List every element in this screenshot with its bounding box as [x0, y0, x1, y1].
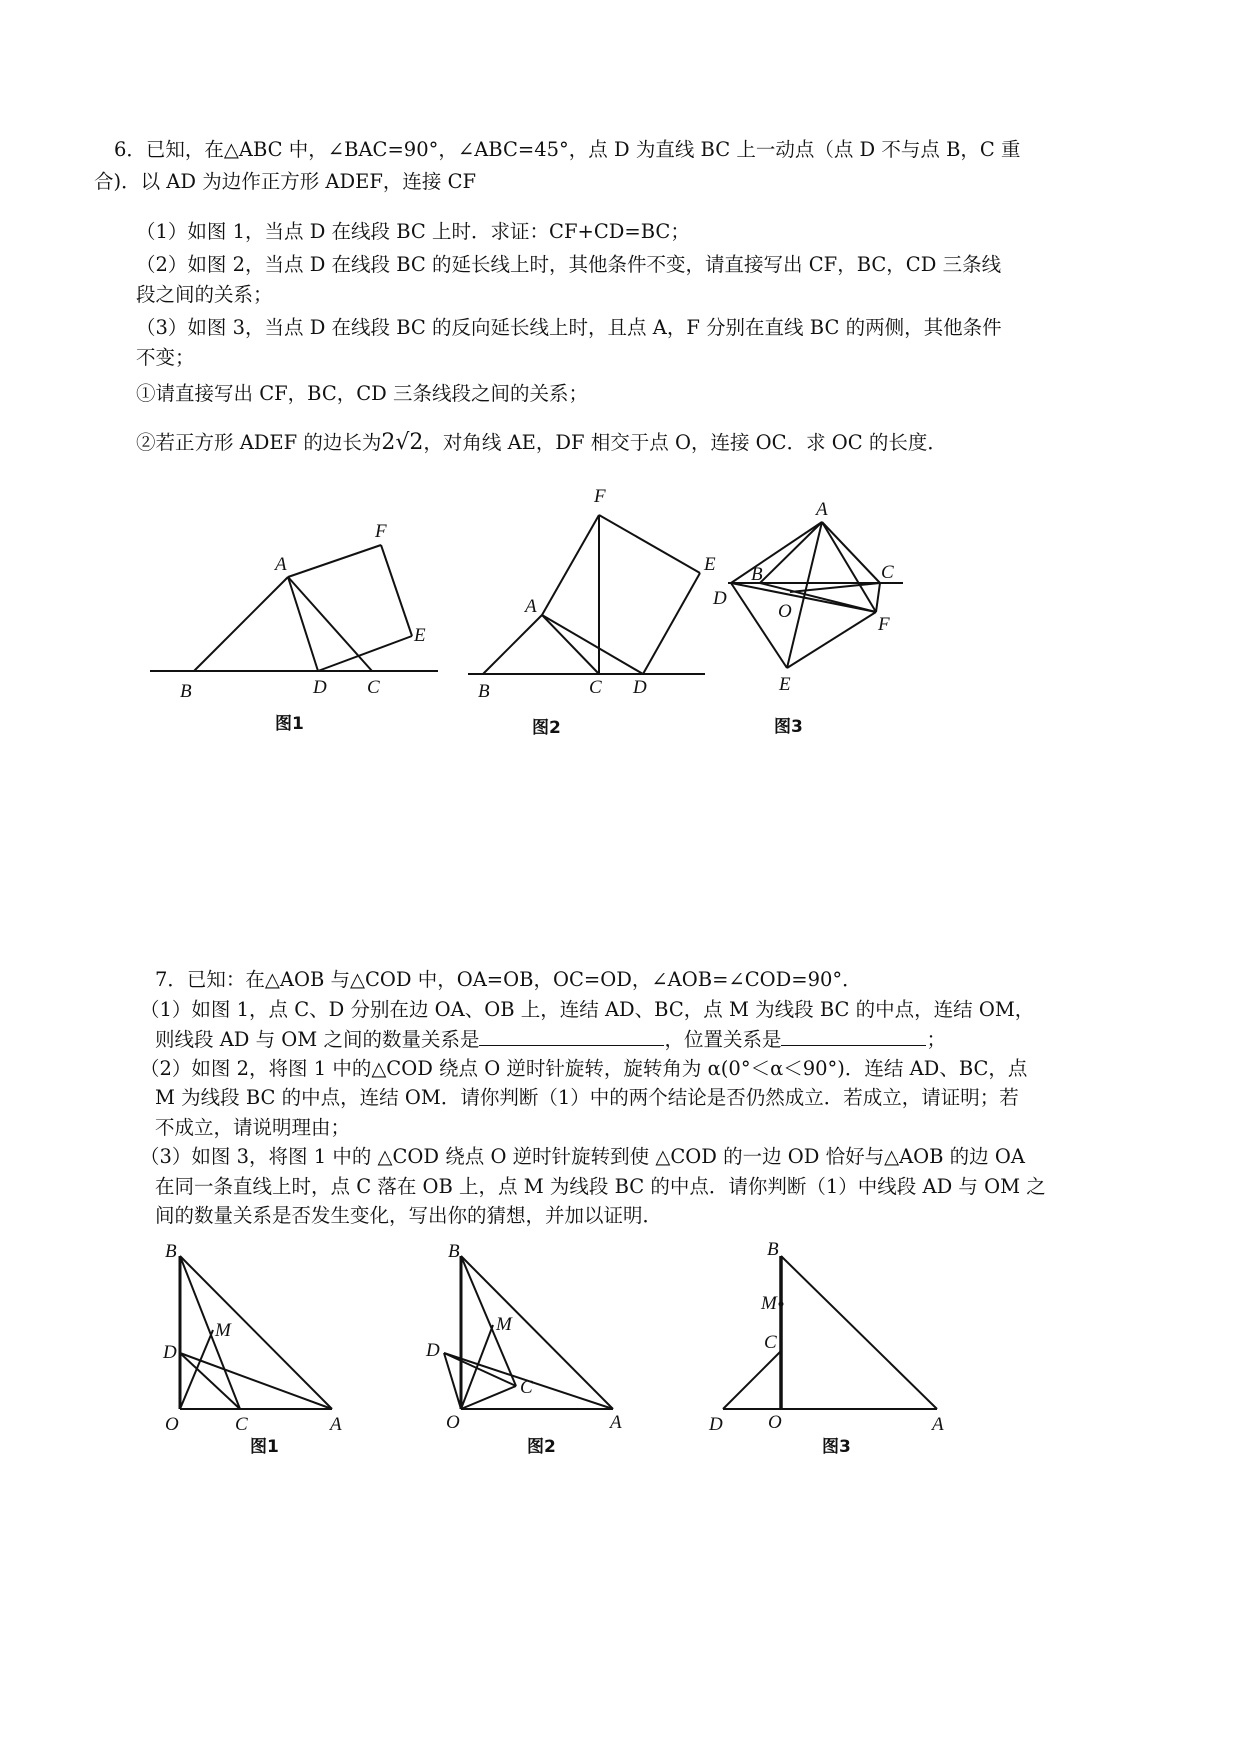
p6-line-8: ①请直接写出 CF，BC，CD 三条线段之间的关系；: [136, 382, 589, 405]
fig3-label-O: O: [778, 601, 792, 622]
p7-fig1-label-O: O: [165, 1414, 179, 1435]
p7-line-3-end: ；: [926, 1028, 946, 1051]
fig2-label-B: B: [478, 681, 490, 702]
fig3-label-B: B: [751, 564, 763, 585]
p6-line-4: （2）如图 2，当点 D 在线段 BC 的延长线上时，其他条件不变，请直接写出 CF，BC，CD 三条线: [136, 253, 1002, 276]
p7-line-8: 在同一条直线上时，点 C 落在 OB 上，点 M 为线段 BC 的中点．请你判断（1）中线段 AD 与 OM 之: [155, 1175, 1046, 1198]
p6-line-9-end: ，对角线 AE，DF 相交于点 O，连接 OC．求 OC 的长度．: [423, 431, 947, 454]
fig2-label-C: C: [589, 677, 602, 698]
fig1-label-F: F: [375, 521, 387, 542]
p7-fig2-caption: 图2: [527, 1437, 556, 1457]
p6-fig2-caption: 图2: [532, 718, 561, 738]
fig1-label-D: D: [313, 677, 327, 698]
p7-fig3-label-O: O: [768, 1412, 782, 1433]
p7-line-7: （3）如图 3，将图 1 中的 △COD 绕点 O 逆时针旋转到使 △COD 的一边 OD 恰好与△AOB 的边 OA: [140, 1145, 1025, 1168]
p7-fig3-midpoint-M: [779, 1302, 784, 1307]
fig2-label-F: F: [594, 486, 606, 507]
p7-fig1-label-M: M: [215, 1320, 231, 1341]
fig3-label-A: A: [816, 499, 828, 520]
p7-fig3-label-D: D: [709, 1414, 723, 1435]
p7-line-3-start: 则线段 AD 与 OM 之间的数量关系是: [155, 1028, 480, 1051]
p7-line-6: 不成立，请说明理由；: [155, 1116, 351, 1139]
p7-fig3-label-M: M: [761, 1293, 777, 1314]
p7-line-2: （1）如图 1，点 C、D 分别在边 OA、OB 上，连结 AD、BC，点 M 为线段 BC 的中点，连结 OM，: [140, 998, 1035, 1021]
p7-fig1-label-A: A: [330, 1414, 342, 1435]
p7-line-9: 间的数量关系是否发生变化，写出你的猜想，并加以证明．: [155, 1204, 663, 1227]
fig3-label-F: F: [878, 614, 890, 635]
fig3-label-D: D: [713, 588, 727, 609]
p7-fig2-label-C: C: [520, 1377, 533, 1398]
p6-line-2: 合)．以 AD 为边作正方形 ADEF，连接 CF: [94, 170, 477, 193]
side-length-value: 2√2: [381, 430, 424, 455]
p6-fig1-caption: 图1: [275, 714, 304, 734]
p7-fig3-label-A: A: [932, 1414, 944, 1435]
fig3-label-E: E: [779, 674, 791, 695]
fig1-label-B: B: [180, 681, 192, 702]
p7-fig2-label-B: B: [448, 1241, 460, 1262]
p6-line-5: 段之间的关系；: [136, 283, 273, 306]
p7-fig1-label-D: D: [163, 1342, 177, 1363]
p7-line-4: （2）如图 2，将图 1 中的△COD 绕点 O 逆时针旋转，旋转角为 α(0°＜α＜90°)．连结 AD、BC，点: [140, 1057, 1028, 1080]
fig2-label-E: E: [704, 554, 716, 575]
p7-fig3-label-C: C: [764, 1332, 777, 1353]
p7-line-1: 7．已知：在△AOB 与△COD 中，OA=OB，OC=OD，∠AOB=∠COD=90°．: [155, 968, 862, 991]
p7-fig1-label-C: C: [235, 1414, 248, 1435]
p6-line-9-start: ②若正方形 ADEF 的边长为: [136, 431, 382, 454]
fig3-label-C: C: [881, 562, 894, 583]
p7-line-5: M 为线段 BC 的中点，连结 OM．请你判断（1）中的两个结论是否仍然成立．若成立，请证明；若: [155, 1086, 1019, 1109]
p6-line-6: （3）如图 3，当点 D 在线段 BC 的反向延长线上时，且点 A，F 分别在直线 BC 的两侧，其他条件: [136, 316, 1002, 339]
fig2-label-D: D: [633, 677, 647, 698]
p7-fig2-label-A: A: [610, 1412, 622, 1433]
p6-line-1: 6．已知，在△ABC 中，∠BAC=90°，∠ABC=45°，点 D 为直线 BC 上一动点（点 D 不与点 B，C 重: [114, 138, 1021, 161]
p7-fig2-label-M: M: [496, 1314, 512, 1335]
p6-line-3: （1）如图 1，当点 D 在线段 BC 上时．求证：CF+CD=BC；: [136, 220, 690, 243]
p7-fig1-caption: 图1: [250, 1437, 279, 1457]
p7-line-3-mid: ，位置关系是: [664, 1028, 782, 1051]
p6-line-7: 不变；: [136, 346, 195, 369]
fig2-label-A: A: [525, 596, 537, 617]
p7-fig3-label-B: B: [767, 1239, 779, 1260]
fig1-label-A: A: [275, 554, 287, 575]
p6-fig3-caption: 图3: [774, 717, 803, 737]
fig1-label-C: C: [367, 677, 380, 698]
p7-fig2-label-O: O: [446, 1412, 460, 1433]
p7-fig2-label-D: D: [426, 1340, 440, 1361]
p7-fig1-label-B: B: [165, 1241, 177, 1262]
fig1-label-E: E: [414, 625, 426, 646]
p7-fig3-caption: 图3: [822, 1437, 851, 1457]
